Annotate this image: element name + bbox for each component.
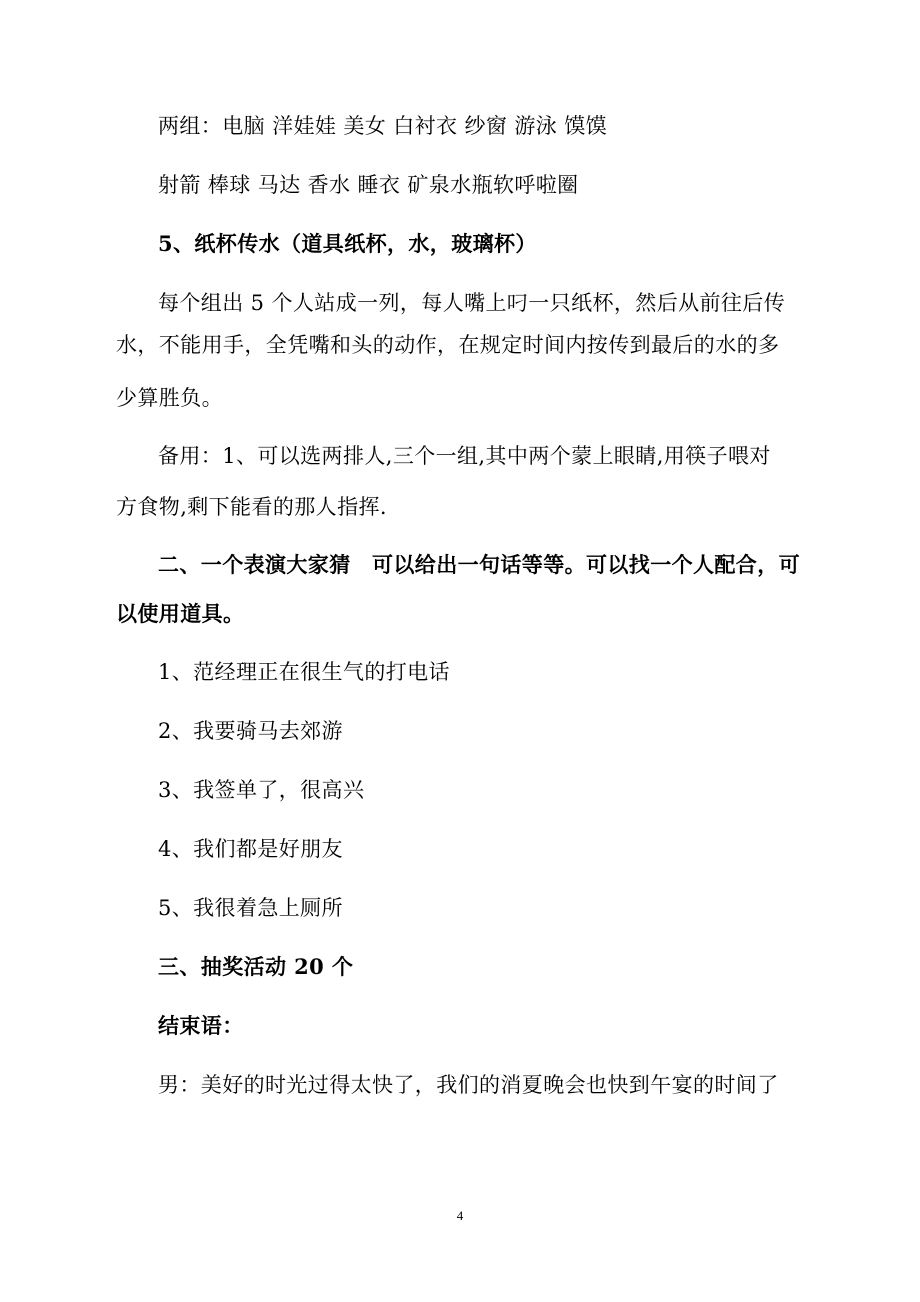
text-line-groups-two: 两组：电脑 洋娃娃 美女 白衬衣 纱窗 游泳 馍馍 — [158, 114, 608, 138]
closing-speech-line: 男：美好的时光过得太快了，我们的消夏晚会也快到午宴的时间了 — [158, 1073, 779, 1097]
page-number: 4 — [456, 1208, 464, 1223]
list-item-4: 4、我们都是好朋友 — [158, 837, 343, 861]
section-heading-paper-cup: 5、纸杯传水（道具纸杯，水，玻璃杯） — [158, 231, 537, 256]
section-heading-acting-line-2: 以使用道具。 — [116, 601, 245, 626]
list-item-1: 1、范经理正在很生气的打电话 — [158, 660, 450, 684]
section-heading-lottery: 三、抽奖活动 20 个 — [158, 954, 354, 979]
text-line-word-list: 射箭 棒球 马达 香水 睡衣 矿泉水瓶软呼啦圈 — [158, 173, 579, 197]
paragraph-line-1: 每个组出 5 个人站成一列，每人嘴上叼一只纸杯，然后从前往后传 — [158, 291, 786, 315]
list-item-3: 3、我签单了，很高兴 — [158, 778, 365, 802]
backup-line-1: 备用：1、可以选两排人,三个一组,其中两个蒙上眼睛,用筷子喂对 — [158, 444, 771, 468]
backup-line-2: 方食物,剩下能看的那人指挥. — [116, 495, 387, 519]
section-heading-acting-line-1: 二、一个表演大家猜 可以给出一句话等等。可以找一个人配合，可 — [158, 552, 800, 577]
paragraph-line-2: 水，不能用手，全凭嘴和头的动作，在规定时间内按传到最后的水的多 — [116, 333, 780, 357]
paragraph-line-3: 少算胜负。 — [116, 386, 223, 410]
list-item-5: 5、我很着急上厕所 — [158, 896, 343, 920]
list-item-2: 2、我要骑马去郊游 — [158, 719, 343, 743]
section-heading-closing: 结束语： — [158, 1013, 244, 1038]
